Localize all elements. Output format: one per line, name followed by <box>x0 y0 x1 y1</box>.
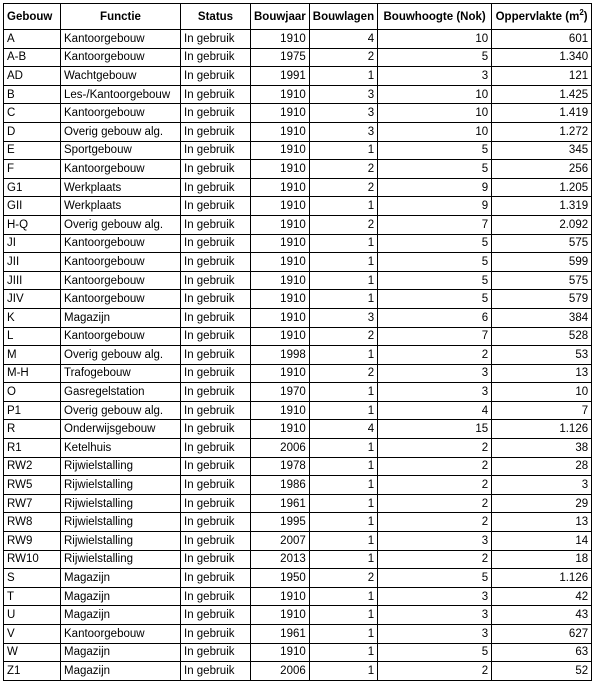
cell-bouwjaar: 1991 <box>251 67 310 86</box>
table-row <box>4 439 592 458</box>
cell-oppervlakte: 7 <box>492 401 592 420</box>
cell-gebouw: A-B <box>4 48 61 67</box>
header-bouwlagen: Bouwlagen <box>309 4 377 30</box>
header-row <box>4 4 592 30</box>
cell-functie: Kantoorgebouw <box>61 48 181 67</box>
cell-functie: Magazijn <box>61 643 181 662</box>
cell-bouwjaar: 1910 <box>251 587 310 606</box>
cell-bouwjaar: 1910 <box>251 290 310 309</box>
cell-oppervlakte: 43 <box>492 606 592 625</box>
cell-functie: Les-/Kantoorgebouw <box>61 85 181 104</box>
table-row <box>4 476 592 495</box>
cell-bouwjaar: 1910 <box>251 308 310 327</box>
cell-bouwhoogte: 3 <box>378 364 492 383</box>
cell-status: In gebruik <box>181 643 251 662</box>
table-row <box>4 271 592 290</box>
cell-bouwlagen: 2 <box>309 160 377 179</box>
cell-bouwlagen: 1 <box>309 513 377 532</box>
cell-functie: Rijwielstalling <box>61 476 181 495</box>
cell-gebouw: JIII <box>4 271 61 290</box>
cell-gebouw: G1 <box>4 178 61 197</box>
table-row <box>4 346 592 365</box>
cell-status: In gebruik <box>181 160 251 179</box>
cell-bouwhoogte: 5 <box>378 643 492 662</box>
cell-status: In gebruik <box>181 662 251 681</box>
cell-status: In gebruik <box>181 420 251 439</box>
cell-bouwlagen: 1 <box>309 532 377 551</box>
cell-gebouw: U <box>4 606 61 625</box>
cell-oppervlakte: 384 <box>492 308 592 327</box>
cell-bouwjaar: 1910 <box>251 364 310 383</box>
cell-bouwlagen: 2 <box>309 215 377 234</box>
cell-oppervlakte: 1.340 <box>492 48 592 67</box>
cell-bouwjaar: 1910 <box>251 253 310 272</box>
cell-functie: Magazijn <box>61 662 181 681</box>
cell-bouwjaar: 1910 <box>251 141 310 160</box>
cell-functie: Magazijn <box>61 606 181 625</box>
cell-oppervlakte: 52 <box>492 662 592 681</box>
cell-status: In gebruik <box>181 476 251 495</box>
cell-bouwjaar: 1910 <box>251 327 310 346</box>
cell-oppervlakte: 121 <box>492 67 592 86</box>
cell-functie: Rijwielstalling <box>61 513 181 532</box>
cell-bouwlagen: 1 <box>309 67 377 86</box>
cell-oppervlakte: 1.425 <box>492 85 592 104</box>
cell-status: In gebruik <box>181 327 251 346</box>
cell-bouwhoogte: 10 <box>378 85 492 104</box>
cell-functie: Rijwielstalling <box>61 494 181 513</box>
cell-bouwlagen: 1 <box>309 476 377 495</box>
cell-functie: Kantoorgebouw <box>61 104 181 123</box>
table-body <box>4 30 592 681</box>
cell-bouwlagen: 1 <box>309 457 377 476</box>
cell-bouwhoogte: 2 <box>378 494 492 513</box>
cell-bouwjaar: 1961 <box>251 494 310 513</box>
table-row <box>4 569 592 588</box>
cell-bouwjaar: 1950 <box>251 569 310 588</box>
cell-gebouw: RW8 <box>4 513 61 532</box>
cell-gebouw: GII <box>4 197 61 216</box>
cell-bouwhoogte: 3 <box>378 532 492 551</box>
cell-functie: Magazijn <box>61 569 181 588</box>
cell-status: In gebruik <box>181 197 251 216</box>
cell-gebouw: JIV <box>4 290 61 309</box>
cell-oppervlakte: 3 <box>492 476 592 495</box>
cell-bouwhoogte: 5 <box>378 234 492 253</box>
cell-bouwlagen: 1 <box>309 550 377 569</box>
cell-gebouw: RW2 <box>4 457 61 476</box>
cell-gebouw: W <box>4 643 61 662</box>
cell-status: In gebruik <box>181 67 251 86</box>
cell-oppervlakte: 599 <box>492 253 592 272</box>
cell-oppervlakte: 28 <box>492 457 592 476</box>
cell-bouwlagen: 1 <box>309 606 377 625</box>
cell-gebouw: B <box>4 85 61 104</box>
cell-status: In gebruik <box>181 439 251 458</box>
cell-status: In gebruik <box>181 364 251 383</box>
cell-bouwjaar: 1910 <box>251 122 310 141</box>
cell-gebouw: RW10 <box>4 550 61 569</box>
cell-bouwjaar: 2007 <box>251 532 310 551</box>
cell-gebouw: Z1 <box>4 662 61 681</box>
cell-bouwjaar: 1910 <box>251 215 310 234</box>
header-oppervlakte-base: Oppervlakte (m <box>495 10 580 23</box>
cell-bouwlagen: 1 <box>309 346 377 365</box>
cell-bouwjaar: 1978 <box>251 457 310 476</box>
cell-oppervlakte: 1.319 <box>492 197 592 216</box>
cell-bouwlagen: 3 <box>309 308 377 327</box>
cell-bouwhoogte: 2 <box>378 439 492 458</box>
cell-oppervlakte: 1.126 <box>492 420 592 439</box>
cell-bouwhoogte: 2 <box>378 476 492 495</box>
cell-bouwhoogte: 9 <box>378 197 492 216</box>
header-oppervlakte <box>492 4 592 30</box>
cell-bouwlagen: 2 <box>309 364 377 383</box>
cell-oppervlakte: 579 <box>492 290 592 309</box>
cell-bouwjaar: 1910 <box>251 643 310 662</box>
header-functie: Functie <box>61 4 181 30</box>
cell-bouwlagen: 1 <box>309 662 377 681</box>
cell-gebouw: R <box>4 420 61 439</box>
cell-bouwjaar: 1961 <box>251 625 310 644</box>
cell-gebouw: E <box>4 141 61 160</box>
table-row <box>4 383 592 402</box>
cell-status: In gebruik <box>181 606 251 625</box>
table-row <box>4 401 592 420</box>
building-table <box>3 3 592 681</box>
cell-bouwhoogte: 10 <box>378 104 492 123</box>
cell-functie: Overig gebouw alg. <box>61 122 181 141</box>
cell-gebouw: F <box>4 160 61 179</box>
cell-bouwjaar: 2013 <box>251 550 310 569</box>
table-row <box>4 178 592 197</box>
cell-bouwjaar: 1910 <box>251 401 310 420</box>
cell-status: In gebruik <box>181 625 251 644</box>
cell-functie: Overig gebouw alg. <box>61 401 181 420</box>
cell-gebouw: K <box>4 308 61 327</box>
cell-bouwlagen: 3 <box>309 104 377 123</box>
table-row <box>4 420 592 439</box>
cell-functie: Werkplaats <box>61 178 181 197</box>
cell-bouwhoogte: 5 <box>378 569 492 588</box>
cell-status: In gebruik <box>181 253 251 272</box>
cell-bouwlagen: 3 <box>309 122 377 141</box>
table-row <box>4 643 592 662</box>
cell-oppervlakte: 13 <box>492 513 592 532</box>
cell-functie: Onderwijsgebouw <box>61 420 181 439</box>
cell-bouwhoogte: 5 <box>378 48 492 67</box>
table-row <box>4 253 592 272</box>
table-row <box>4 290 592 309</box>
cell-bouwhoogte: 10 <box>378 30 492 49</box>
cell-bouwlagen: 1 <box>309 383 377 402</box>
cell-status: In gebruik <box>181 401 251 420</box>
cell-bouwlagen: 1 <box>309 643 377 662</box>
table-row <box>4 587 592 606</box>
cell-bouwhoogte: 4 <box>378 401 492 420</box>
cell-functie: Overig gebouw alg. <box>61 346 181 365</box>
cell-bouwhoogte: 9 <box>378 178 492 197</box>
cell-bouwjaar: 1995 <box>251 513 310 532</box>
cell-functie: Magazijn <box>61 308 181 327</box>
cell-functie: Rijwielstalling <box>61 550 181 569</box>
cell-functie: Kantoorgebouw <box>61 160 181 179</box>
cell-oppervlakte: 575 <box>492 271 592 290</box>
cell-gebouw: A <box>4 30 61 49</box>
cell-functie: Gasregelstation <box>61 383 181 402</box>
cell-bouwlagen: 2 <box>309 48 377 67</box>
table-row <box>4 494 592 513</box>
cell-bouwhoogte: 2 <box>378 513 492 532</box>
table-row <box>4 85 592 104</box>
cell-bouwlagen: 1 <box>309 625 377 644</box>
table-row <box>4 197 592 216</box>
cell-oppervlakte: 627 <box>492 625 592 644</box>
cell-gebouw: RW5 <box>4 476 61 495</box>
cell-bouwjaar: 1986 <box>251 476 310 495</box>
cell-status: In gebruik <box>181 215 251 234</box>
cell-functie: Werkplaats <box>61 197 181 216</box>
cell-bouwhoogte: 5 <box>378 290 492 309</box>
cell-bouwhoogte: 2 <box>378 457 492 476</box>
table-row <box>4 625 592 644</box>
table-row <box>4 364 592 383</box>
cell-bouwhoogte: 10 <box>378 122 492 141</box>
cell-bouwjaar: 2006 <box>251 439 310 458</box>
cell-gebouw: P1 <box>4 401 61 420</box>
cell-status: In gebruik <box>181 85 251 104</box>
table-row <box>4 308 592 327</box>
cell-status: In gebruik <box>181 122 251 141</box>
cell-bouwjaar: 1910 <box>251 85 310 104</box>
cell-gebouw: M-H <box>4 364 61 383</box>
table-row <box>4 662 592 681</box>
cell-gebouw: O <box>4 383 61 402</box>
cell-gebouw: T <box>4 587 61 606</box>
cell-bouwjaar: 1910 <box>251 104 310 123</box>
cell-bouwjaar: 2006 <box>251 662 310 681</box>
cell-functie: Magazijn <box>61 587 181 606</box>
cell-functie: Kantoorgebouw <box>61 290 181 309</box>
cell-bouwjaar: 1910 <box>251 420 310 439</box>
header-status: Status <box>181 4 251 30</box>
cell-bouwlagen: 3 <box>309 85 377 104</box>
cell-oppervlakte: 13 <box>492 364 592 383</box>
cell-gebouw: RW7 <box>4 494 61 513</box>
cell-functie: Kantoorgebouw <box>61 30 181 49</box>
cell-bouwhoogte: 3 <box>378 67 492 86</box>
header-bouwhoogte: Bouwhoogte (Nok) <box>378 4 492 30</box>
cell-oppervlakte: 10 <box>492 383 592 402</box>
cell-bouwlagen: 1 <box>309 401 377 420</box>
cell-bouwjaar: 1910 <box>251 271 310 290</box>
cell-status: In gebruik <box>181 587 251 606</box>
cell-oppervlakte: 14 <box>492 532 592 551</box>
header-bouwjaar: Bouwjaar <box>251 4 310 30</box>
cell-status: In gebruik <box>181 513 251 532</box>
cell-status: In gebruik <box>181 494 251 513</box>
cell-bouwjaar: 1910 <box>251 606 310 625</box>
table-row <box>4 48 592 67</box>
cell-oppervlakte: 256 <box>492 160 592 179</box>
table-row <box>4 141 592 160</box>
cell-oppervlakte: 1.205 <box>492 178 592 197</box>
cell-oppervlakte: 345 <box>492 141 592 160</box>
header-oppervlakte-exp: 2 <box>579 7 584 17</box>
cell-status: In gebruik <box>181 48 251 67</box>
cell-status: In gebruik <box>181 141 251 160</box>
cell-status: In gebruik <box>181 532 251 551</box>
table-row <box>4 67 592 86</box>
table-row <box>4 513 592 532</box>
cell-bouwlagen: 4 <box>309 30 377 49</box>
cell-oppervlakte: 2.092 <box>492 215 592 234</box>
cell-bouwlagen: 1 <box>309 197 377 216</box>
cell-bouwjaar: 1910 <box>251 160 310 179</box>
cell-status: In gebruik <box>181 234 251 253</box>
cell-bouwhoogte: 2 <box>378 662 492 681</box>
header-gebouw: Gebouw <box>4 4 61 30</box>
cell-bouwlagen: 4 <box>309 420 377 439</box>
table-row <box>4 457 592 476</box>
cell-oppervlakte: 1.126 <box>492 569 592 588</box>
cell-oppervlakte: 42 <box>492 587 592 606</box>
cell-status: In gebruik <box>181 569 251 588</box>
cell-status: In gebruik <box>181 290 251 309</box>
cell-functie: Kantoorgebouw <box>61 234 181 253</box>
cell-oppervlakte: 53 <box>492 346 592 365</box>
cell-bouwhoogte: 2 <box>378 550 492 569</box>
cell-bouwhoogte: 6 <box>378 308 492 327</box>
cell-bouwjaar: 1970 <box>251 383 310 402</box>
cell-functie: Kantoorgebouw <box>61 625 181 644</box>
cell-status: In gebruik <box>181 457 251 476</box>
cell-bouwlagen: 1 <box>309 439 377 458</box>
table-row <box>4 215 592 234</box>
cell-status: In gebruik <box>181 308 251 327</box>
cell-oppervlakte: 1.419 <box>492 104 592 123</box>
table-row <box>4 532 592 551</box>
cell-bouwlagen: 1 <box>309 494 377 513</box>
table-row <box>4 327 592 346</box>
cell-functie: Wachtgebouw <box>61 67 181 86</box>
table-row <box>4 606 592 625</box>
cell-gebouw: M <box>4 346 61 365</box>
table-row <box>4 160 592 179</box>
cell-bouwhoogte: 7 <box>378 215 492 234</box>
cell-bouwjaar: 1910 <box>251 178 310 197</box>
cell-gebouw: V <box>4 625 61 644</box>
cell-bouwlagen: 2 <box>309 569 377 588</box>
cell-gebouw: R1 <box>4 439 61 458</box>
cell-gebouw: C <box>4 104 61 123</box>
cell-bouwjaar: 1975 <box>251 48 310 67</box>
cell-oppervlakte: 63 <box>492 643 592 662</box>
cell-gebouw: AD <box>4 67 61 86</box>
cell-oppervlakte: 601 <box>492 30 592 49</box>
cell-bouwjaar: 1910 <box>251 197 310 216</box>
cell-bouwlagen: 2 <box>309 327 377 346</box>
cell-gebouw: L <box>4 327 61 346</box>
cell-functie: Ketelhuis <box>61 439 181 458</box>
cell-gebouw: RW9 <box>4 532 61 551</box>
cell-bouwhoogte: 2 <box>378 346 492 365</box>
cell-functie: Kantoorgebouw <box>61 327 181 346</box>
cell-functie: Trafogebouw <box>61 364 181 383</box>
cell-oppervlakte: 575 <box>492 234 592 253</box>
cell-oppervlakte: 1.272 <box>492 122 592 141</box>
cell-bouwjaar: 1998 <box>251 346 310 365</box>
cell-status: In gebruik <box>181 30 251 49</box>
cell-bouwlagen: 1 <box>309 253 377 272</box>
cell-bouwhoogte: 5 <box>378 253 492 272</box>
cell-gebouw: D <box>4 122 61 141</box>
table-row <box>4 104 592 123</box>
cell-functie: Sportgebouw <box>61 141 181 160</box>
cell-bouwhoogte: 3 <box>378 625 492 644</box>
cell-oppervlakte: 528 <box>492 327 592 346</box>
table-row <box>4 30 592 49</box>
cell-bouwlagen: 1 <box>309 271 377 290</box>
cell-status: In gebruik <box>181 383 251 402</box>
cell-functie: Rijwielstalling <box>61 457 181 476</box>
cell-functie: Rijwielstalling <box>61 532 181 551</box>
table-row <box>4 122 592 141</box>
cell-status: In gebruik <box>181 550 251 569</box>
cell-status: In gebruik <box>181 346 251 365</box>
cell-bouwlagen: 1 <box>309 141 377 160</box>
cell-bouwjaar: 1910 <box>251 234 310 253</box>
cell-status: In gebruik <box>181 104 251 123</box>
cell-bouwlagen: 1 <box>309 234 377 253</box>
cell-functie: Overig gebouw alg. <box>61 215 181 234</box>
cell-bouwhoogte: 5 <box>378 141 492 160</box>
cell-gebouw: S <box>4 569 61 588</box>
cell-bouwhoogte: 3 <box>378 587 492 606</box>
table-row <box>4 550 592 569</box>
cell-bouwlagen: 1 <box>309 290 377 309</box>
cell-oppervlakte: 18 <box>492 550 592 569</box>
cell-bouwhoogte: 3 <box>378 606 492 625</box>
cell-gebouw: JI <box>4 234 61 253</box>
cell-bouwjaar: 1910 <box>251 30 310 49</box>
cell-oppervlakte: 38 <box>492 439 592 458</box>
cell-gebouw: JII <box>4 253 61 272</box>
cell-functie: Kantoorgebouw <box>61 253 181 272</box>
cell-bouwhoogte: 5 <box>378 271 492 290</box>
cell-gebouw: H-Q <box>4 215 61 234</box>
table-row <box>4 234 592 253</box>
cell-bouwlagen: 1 <box>309 587 377 606</box>
header-oppervlakte-close: ) <box>583 10 588 23</box>
cell-functie: Kantoorgebouw <box>61 271 181 290</box>
cell-bouwlagen: 2 <box>309 178 377 197</box>
cell-bouwhoogte: 15 <box>378 420 492 439</box>
cell-bouwhoogte: 3 <box>378 383 492 402</box>
cell-status: In gebruik <box>181 271 251 290</box>
cell-status: In gebruik <box>181 178 251 197</box>
cell-bouwhoogte: 5 <box>378 160 492 179</box>
cell-bouwhoogte: 7 <box>378 327 492 346</box>
cell-oppervlakte: 29 <box>492 494 592 513</box>
